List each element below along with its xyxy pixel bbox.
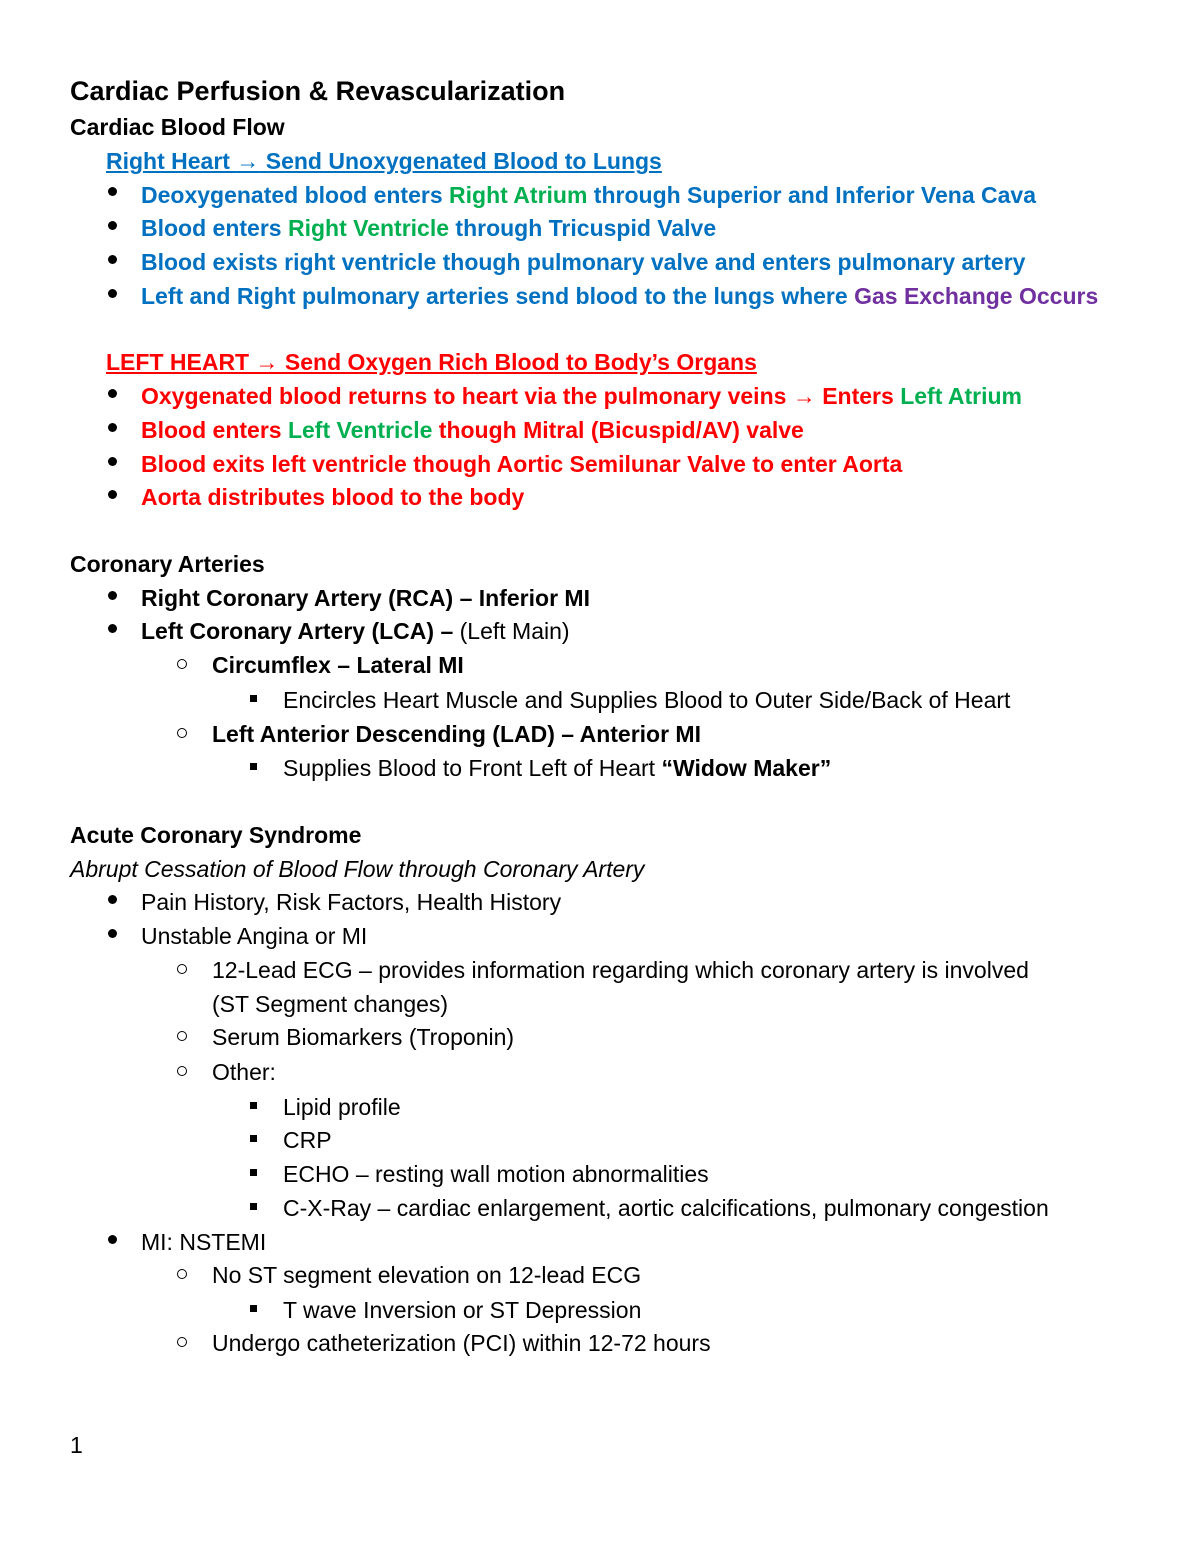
list-item: Oxygenated blood returns to heart via the pulmonary veins → Enters Left Atrium: [141, 383, 1022, 409]
bullet-icon: [108, 490, 117, 499]
list-item: Blood enters Right Ventricle through Tricuspid Valve: [141, 215, 717, 241]
list-item: CRP: [283, 1127, 332, 1153]
list-item: Blood exists right ventricle though pulmonary valve and enters pulmonary artery: [141, 249, 1026, 275]
square-bullet-icon: [250, 1102, 257, 1109]
section-subtitle: Abrupt Cessation of Blood Flow through Coronary Artery: [70, 856, 645, 882]
section-heading-cardiac-blood-flow: Cardiac Blood Flow: [70, 114, 285, 140]
circle-bullet-icon: [177, 659, 187, 669]
bullet-icon: [108, 1235, 117, 1244]
bullet-icon: [108, 624, 117, 633]
square-bullet-icon: [250, 695, 257, 702]
bullet-icon: [108, 423, 117, 432]
page-number: 1: [70, 1432, 83, 1458]
list-item: Left Anterior Descending (LAD) – Anterior MI: [212, 721, 701, 747]
circle-bullet-icon: [177, 1337, 187, 1347]
bullet-icon: [108, 591, 117, 600]
bullet-icon: [108, 187, 117, 196]
list-item: 12-Lead ECG – provides information regarding which coronary artery is involved: [212, 957, 1029, 983]
list-item: Deoxygenated blood enters Right Atrium through Superior and Inferior Vena Cava: [141, 182, 1037, 208]
section-heading-acs: Acute Coronary Syndrome: [70, 822, 362, 848]
list-item: Circumflex – Lateral MI: [212, 652, 464, 678]
section-heading-coronary-arteries: Coronary Arteries: [70, 551, 265, 577]
list-item: ECHO – resting wall motion abnormalities: [283, 1161, 709, 1187]
list-item: Pain History, Risk Factors, Health History: [141, 889, 562, 915]
circle-bullet-icon: [177, 1269, 187, 1279]
square-bullet-icon: [250, 1305, 257, 1312]
bullet-icon: [108, 389, 117, 398]
list-item: C-X-Ray – cardiac enlargement, aortic calcifications, pulmonary congestion: [283, 1195, 1049, 1221]
list-item: Aorta distributes blood to the body: [141, 484, 525, 510]
arrow-right-icon: →: [236, 148, 260, 174]
list-item: Lipid profile: [283, 1094, 401, 1120]
left-heart-heading: LEFT HEART → Send Oxygen Rich Blood to Body’s Organs: [106, 349, 757, 375]
circle-bullet-icon: [177, 964, 187, 974]
bullet-icon: [108, 929, 117, 938]
list-item: Left Coronary Artery (LCA) – (Left Main): [141, 618, 570, 644]
list-item: Undergo catheterization (PCI) within 12-72 hours: [212, 1330, 711, 1356]
bullet-icon: [108, 457, 117, 466]
list-item: Other:: [212, 1059, 276, 1085]
list-item: Supplies Blood to Front Left of Heart “Widow Maker”: [283, 755, 832, 781]
bullet-icon: [108, 221, 117, 230]
circle-bullet-icon: [177, 728, 187, 738]
arrow-right-icon: →: [255, 349, 279, 375]
list-item: Blood exits left ventricle though Aortic Semilunar Valve to enter Aorta: [141, 451, 903, 477]
square-bullet-icon: [250, 763, 257, 770]
list-item: No ST segment elevation on 12-lead ECG: [212, 1262, 642, 1288]
list-item-continuation: (ST Segment changes): [212, 991, 449, 1017]
list-item: MI: NSTEMI: [141, 1229, 267, 1255]
square-bullet-icon: [250, 1169, 257, 1176]
page-title: Cardiac Perfusion & Revascularization: [70, 76, 566, 106]
list-item: Right Coronary Artery (RCA) – Inferior MI: [141, 585, 590, 611]
arrow-right-icon: →: [792, 383, 816, 409]
circle-bullet-icon: [177, 1031, 187, 1041]
bullet-icon: [108, 289, 117, 298]
square-bullet-icon: [250, 1135, 257, 1142]
list-item: Serum Biomarkers (Troponin): [212, 1024, 515, 1050]
bullet-icon: [108, 255, 117, 264]
square-bullet-icon: [250, 1203, 257, 1210]
list-item: T wave Inversion or ST Depression: [283, 1297, 642, 1323]
list-item: Blood enters Left Ventricle though Mitral (Bicuspid/AV) valve: [141, 417, 804, 443]
list-item: Left and Right pulmonary arteries send blood to the lungs where Gas Exchange Occurs: [141, 283, 1099, 309]
list-item: Unstable Angina or MI: [141, 923, 368, 949]
circle-bullet-icon: [177, 1066, 187, 1076]
bullet-icon: [108, 895, 117, 904]
list-item: Encircles Heart Muscle and Supplies Blood to Outer Side/Back of Heart: [283, 687, 1011, 713]
right-heart-heading: Right Heart → Send Unoxygenated Blood to Lungs: [106, 148, 662, 174]
